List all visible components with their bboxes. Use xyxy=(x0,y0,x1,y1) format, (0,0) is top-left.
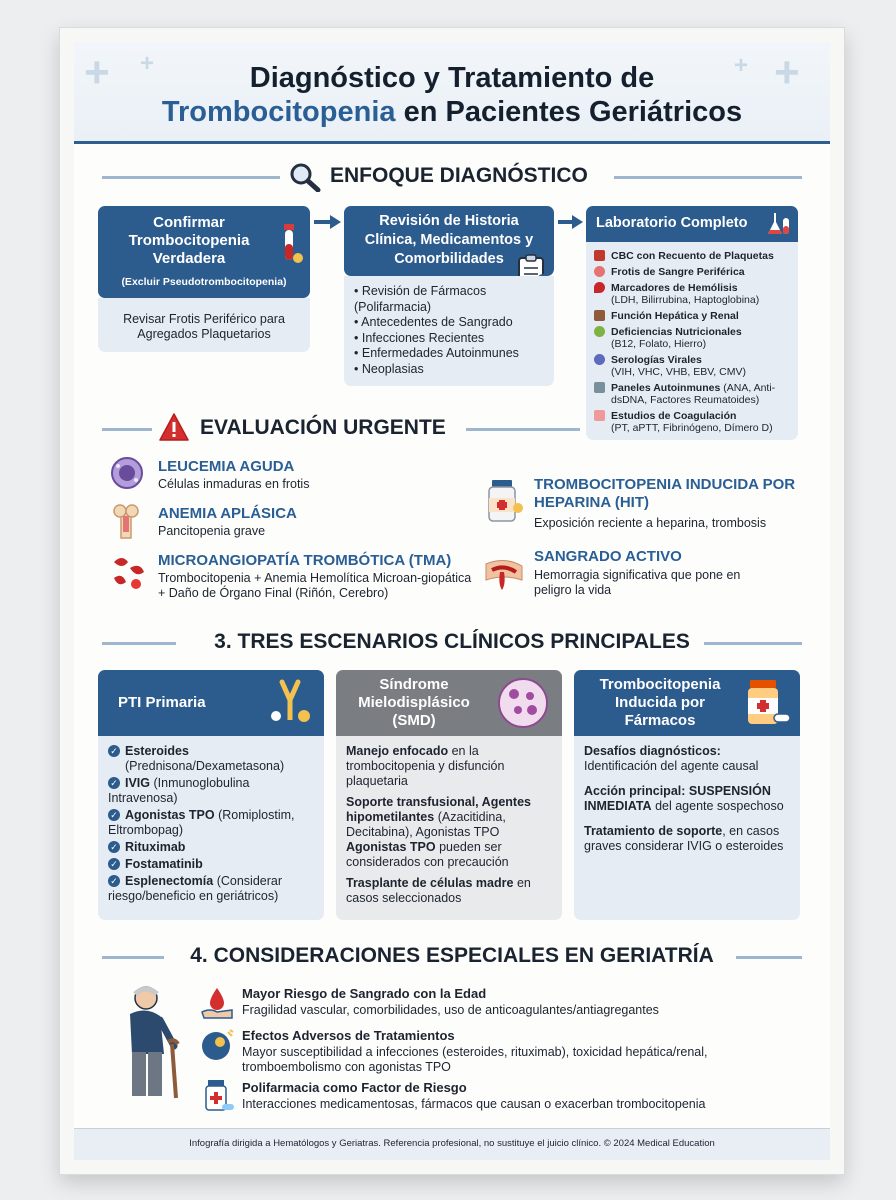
section-diagnostic-title: ENFOQUE DIAGNÓSTICO xyxy=(330,164,588,187)
history-item: • Neoplasias xyxy=(354,361,424,376)
scenario-smd-title: Síndrome Mielodisplásico (SMD) xyxy=(358,676,470,729)
title-rest: en Pacientes Geriátricos xyxy=(403,96,743,128)
section-urgent-heading xyxy=(74,414,830,442)
check-icon: ✓ xyxy=(108,777,120,789)
drug-paragraph: Acción principal: SUSPENSIÓN INMEDIATA del agente sospechoso xyxy=(584,784,784,813)
history-item: • Infecciones Recientes xyxy=(354,330,485,345)
history-item: • Enfermedades Autoinmunes xyxy=(354,346,519,360)
bleeding-wound-icon xyxy=(482,552,526,594)
pti-item: ✓ IVIG (Inmunoglobulina Intravenosa) xyxy=(108,776,250,805)
nutrition-icon xyxy=(594,326,605,337)
medical-cross-icon: + xyxy=(734,52,749,79)
urgent-item-desc: Trombocitopenia + Anemia Hemolítica Microan-giopática + Daño de Órgano Final (Riñón, Cerebro) xyxy=(158,571,472,600)
step-confirm-title: Confirmar Trombocitopenia Verdadera xyxy=(128,214,250,267)
section-scenarios-heading xyxy=(74,628,830,656)
side-effects-head-icon xyxy=(200,1028,234,1064)
pti-item: ✓ Agonistas TPO (Romiplostim, Eltrombopag) xyxy=(108,808,295,837)
virus-icon xyxy=(594,354,605,365)
geriatric-item-title: Polifarmacia como Factor de Riesgo xyxy=(242,1080,467,1095)
step-confirm-note: Revisar Frotis Periférico para Agregados Plaquetarios xyxy=(123,312,285,341)
step-lab-list-box: CBC con Recuento de Plaquetas Frotis de Sangre Periférica Marcadores de Hemólisis (LDH, Bilirrubina, Haptoglobina) Función Hepática y Renal Deficiencias Nutricionales (B12, Folato, Hierro) Serologías Virales (VIH, VHC, VHB, EBV, CMV) Paneles Autoinmunes (ANA, Anti-dsDNA, Factores Reumatoides) Estudios de Coagulación (PT, aPTT, Fibrinógeno, Dímero D) xyxy=(586,242,798,440)
medical-cross-icon: + xyxy=(774,48,800,97)
section-scenarios-title: 3. TRES ESCENARIOS CLÍNICOS PRINCIPALES xyxy=(214,630,690,653)
check-icon: ✓ xyxy=(108,858,120,870)
urgent-item-title: TROMBOCITOPENIA INDUCIDA POR HEPARINA (HIT) xyxy=(534,476,796,511)
section-geriatric-heading xyxy=(74,942,830,970)
section-urgent-title: EVALUACIÓN URGENTE xyxy=(200,416,446,439)
liver-kidney-icon xyxy=(594,310,605,321)
urgent-item-title: LEUCEMIA AGUDA xyxy=(158,458,295,475)
scenario-smd-card xyxy=(336,670,562,920)
medication-bottle-icon xyxy=(200,1078,234,1114)
scenario-pti-card xyxy=(98,670,324,920)
drug-paragraph: Desafíos diagnósticos: Identificación del agente causal xyxy=(584,744,759,773)
magnifier-icon xyxy=(288,162,322,192)
urgent-item-title: MICROANGIOPATÍA TROMBÓTICA (TMA) xyxy=(158,552,452,569)
geriatric-item-desc: Fragilidad vascular, comorbilidades, uso de anticoagulantes/antiagregantes xyxy=(242,1003,659,1017)
title-line-2 xyxy=(74,96,830,129)
section-diagnostic-heading xyxy=(74,162,830,190)
urgent-item-title: SANGRADO ACTIVO xyxy=(534,548,682,565)
title-highlight: Trombocitopenia xyxy=(161,96,396,128)
check-icon: ✓ xyxy=(108,841,120,853)
bone-icon xyxy=(110,504,142,540)
scenario-pti-title: PTI Primaria xyxy=(118,694,206,711)
step-history-list xyxy=(354,284,549,377)
pill-bottle-icon xyxy=(740,676,794,730)
scenario-drug-card xyxy=(574,670,800,920)
antibody-platelet-icon xyxy=(264,676,318,730)
elderly-person-icon xyxy=(102,984,186,1102)
poster xyxy=(74,42,830,1160)
check-icon: ✓ xyxy=(108,745,120,757)
medical-cross-icon: + xyxy=(84,48,110,97)
header xyxy=(74,42,830,144)
footer: Infografía dirigida a Hematólogos y Geriatras. Referencia profesional, no sustituye el juicio clínico. © 2024 Medical Education xyxy=(74,1128,830,1160)
geriatric-item-title: Mayor Riesgo de Sangrado con la Edad xyxy=(242,986,487,1001)
flow-arrow-head xyxy=(330,215,341,229)
blood-tube-icon xyxy=(278,222,306,268)
scenario-pti-list xyxy=(108,744,318,906)
scenario-smd-body xyxy=(346,744,556,906)
urgent-item-desc: Pancitopenia grave xyxy=(158,524,266,538)
antibody-icon xyxy=(594,382,605,393)
scenario-drug-body xyxy=(584,744,794,854)
flow-arrow-head xyxy=(572,215,583,229)
blood-drop-icon xyxy=(594,282,605,293)
scenario-drug-title: Trombocitopenia Inducida por Fármacos xyxy=(599,676,721,729)
geriatric-item-title: Efectos Adversos de Tratamientos xyxy=(242,1028,455,1043)
step-lab-box xyxy=(586,206,798,242)
history-item: • Antecedentes de Sangrado xyxy=(354,315,513,329)
smd-paragraph: Soporte transfusional, Agentes hipometilantes (Azacitidina, Decitabina), Agonistas TPO Agonistas TPO pueden ser considerados con precaución xyxy=(346,795,531,869)
step-confirm-box xyxy=(98,206,310,298)
step-history-list-box xyxy=(344,276,554,386)
section-geriatric-title: 4. CONSIDERACIONES ESPECIALES EN GERIATRÍA xyxy=(190,944,714,967)
flask-icon xyxy=(766,210,794,238)
smd-paragraph: Trasplante de células madre en casos seleccionados xyxy=(346,876,531,905)
pti-item: ✓ Rituximab xyxy=(108,840,318,855)
urgent-item-desc: Células inmaduras en frotis xyxy=(158,477,310,491)
medical-cross-icon: + xyxy=(140,50,155,77)
title-line-1: Diagnóstico y Tratamiento de xyxy=(249,62,655,94)
geriatric-item-desc: Interacciones medicamentosas, fármacos que causan o exacerban trombocitopenia xyxy=(242,1097,706,1111)
check-icon: ✓ xyxy=(108,809,120,821)
step-confirm-note-box xyxy=(98,298,310,352)
check-icon: ✓ xyxy=(108,875,120,887)
drug-paragraph: Tratamiento de soporte, en casos graves considerar IVIG o esteroides xyxy=(584,824,784,853)
pti-item: ✓ Esplenectomía (Considerar riesgo/beneficio en geriátricos) xyxy=(108,874,283,903)
leukemia-cell-icon xyxy=(108,456,146,490)
fragmented-rbc-icon xyxy=(108,552,148,592)
pti-item: ✓ Esteroides (Prednisona/Dexametasona) xyxy=(108,744,318,774)
step-lab-title: Laboratorio Completo xyxy=(596,215,748,231)
bone-marrow-cell-icon xyxy=(496,676,550,730)
pti-item: ✓ Fostamatinib xyxy=(108,857,318,872)
warning-icon xyxy=(158,412,190,442)
smd-paragraph: Manejo enfocado en la trombocitopenia y disfunción plaquetaria xyxy=(346,744,505,788)
urgent-item-desc: Exposición reciente a heparina, trombosis xyxy=(534,516,767,530)
geriatric-item-desc: Mayor susceptibilidad a infecciones (esteroides, rituximab), toxicidad hepática/renal, tromboembolismo con agonistas TPO xyxy=(242,1045,708,1074)
blood-drop-hand-icon xyxy=(200,986,234,1020)
urgent-item-desc: Hemorragia significativa que pone en peligro la vida xyxy=(534,568,741,597)
step-confirm-subtitle: (Excluir Pseudotrombocitopenia) xyxy=(121,276,287,288)
history-item: • Revisión de Fármacos (Polifarmacia) xyxy=(354,284,487,314)
urgent-item-title: ANEMIA APLÁSICA xyxy=(158,505,297,522)
step-history-title: Revisión de Historia Clínica, Medicamentos y Comorbilidades xyxy=(364,213,534,267)
test-tubes-icon xyxy=(594,250,605,261)
heparin-vial-icon xyxy=(484,478,524,524)
blood-cells-icon xyxy=(594,266,605,277)
